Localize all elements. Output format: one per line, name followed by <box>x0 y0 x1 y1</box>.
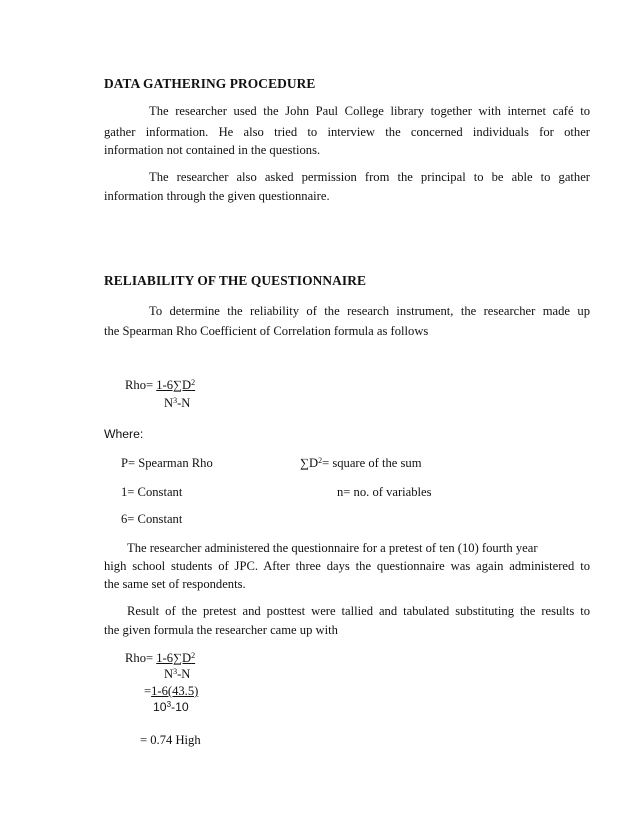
formula-rho-numerator <box>125 378 195 393</box>
where-label: Where: <box>104 427 144 441</box>
definition-n: n= no. of variables <box>337 485 432 499</box>
paragraph-line: the given formula the researcher came up with <box>104 623 338 637</box>
definition-d-squared: $\sum D^2=$ square of the sum <box>300 456 422 470</box>
section-heading-reliability: RELIABILITY OF THE QUESTIONNAIRE <box>104 273 367 288</box>
paragraph-line: gather information. He also tried to interview the concerned individuals for other <box>104 125 590 139</box>
paragraph-line: The researcher also asked permission from the principal to be able to gather <box>149 170 590 184</box>
paragraph-line: the Spearman Rho Coefficient of Correlation formula as follows <box>104 324 429 338</box>
paragraph-line: the same set of respondents. <box>104 577 246 591</box>
definition-six: 6= Constant <box>121 512 183 526</box>
formula2-result: = 0.74 High <box>140 733 201 747</box>
formula2-rho-numerator: $Rho= 1-6\sum D^2$ <box>125 651 196 665</box>
definition-p: P= Spearman Rho <box>121 456 213 470</box>
formula-numerator: $1-6\sum D^2$ <box>156 378 196 392</box>
paragraph-line: information not contained in the questions. <box>104 143 321 157</box>
formula2-substitution-denominator: $10^3-10$ <box>153 700 189 714</box>
definition-one: 1= Constant <box>121 485 183 499</box>
formula-lhs: Rho= <box>125 378 157 392</box>
paragraph-line: high school students of JPC. After three days the questionnaire was again administered to <box>104 559 590 573</box>
formula2-substitution-numerator: =1-6(43.5) <box>144 684 199 698</box>
paragraph-line: information through the given questionnaire. <box>104 189 330 203</box>
section-heading-data-gathering: DATA GATHERING PROCEDURE <box>104 76 316 91</box>
formula-rho-denominator: $N^3-N$ <box>164 396 191 410</box>
paragraph-line: The researcher administered the questionnaire for a pretest of ten (10) fourth year <box>127 541 538 555</box>
paragraph-line: Result of the pretest and posttest were tallied and tabulated substituting the results to <box>127 604 590 618</box>
paragraph-line: The researcher used the John Paul College library together with internet café to <box>149 104 590 118</box>
paragraph-line: To determine the reliability of the research instrument, the researcher made up <box>149 304 590 318</box>
formula2-rho-denominator: $N^3-N$ <box>164 667 191 681</box>
